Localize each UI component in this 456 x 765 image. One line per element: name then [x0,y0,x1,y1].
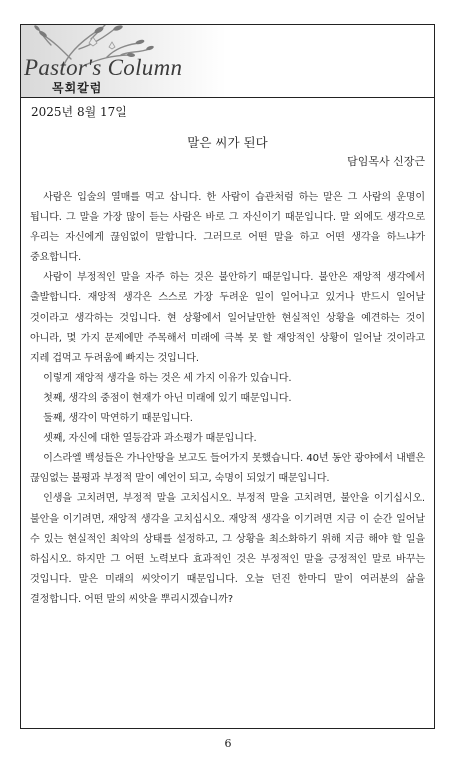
paragraph: 셋째, 자신에 대한 열등감과 과소평가 때문입니다. [43,433,257,445]
column-brand-subtitle: 목회칼럼 [52,81,103,95]
column-frame [20,24,435,729]
paragraph: 이스라엘 백성들은 가나안땅을 보고도 들어가지 못했습니다. 40년 동안 광야에서 내뱉은 끊임없는 불평과 부정적 말이 예언이 되고, 숙명이 되었기 때문입니다. [30,453,425,485]
article-title: 말은 씨가 된다 [187,135,268,150]
paragraph: 인생을 고치려면, 부정적 말을 고치십시오. 부정적 말을 고치려면, 불안을 이기십시오. 불안을 이기려면, 재앙적 생각을 고치십시오. 재앙적 생각을 이기려면 지금 이 순간 일어날 수 있는 현실적인 최악의 상태를 설정하고, 그 상황을 최소화하기 위해 지금 해야 할 일을 하십시오. 하지만 그 어떤 노력보다 효과적인 것은 부정적인 말을 긍정적인 말로 바꾸는 것입니다. 말은 미래의 씨앗이기 때문입니다. 오늘 던진 한마디 말이 여러분의 삶을 결정합니다. 어떤 말의 씨앗을 뿌리시겠습니까? [30,493,425,605]
issue-date: 2025년 8월 17일 [31,105,127,119]
paragraph: 사람은 입술의 열매를 먹고 삽니다. 한 사람이 습관처럼 하는 말은 그 사람의 운명이 됩니다. 그 말을 가장 많이 듣는 사람은 바로 그 자신이기 때문입니다. 말 외에도 생각으로 우리는 자신에게 끊임없이 말합니다. 그러므로 어떤 말을 하고 어떤 생각을 하느냐가 중요합니다. [30,192,425,264]
masthead [21,25,434,98]
article-body [30,188,425,610]
paragraph: 사람이 부정적인 말을 자주 하는 것은 불안하기 때문입니다. 불안은 재앙적 생각에서 출발합니다. 재앙적 생각은 스스로 가장 두려운 일이 일어나고 있거나 반드시 일어날 것이라고 생각하는 것입니다. 현 상황에서 일어날만한 현실적인 상황을 예견하는 것이 아니라, 몇 가지 문제에만 주목해서 미래에 극복 못 할 재앙적인 상황이 일어날 것이라고 지레 겁먹고 두려움에 빠지는 것입니다. [30,272,425,364]
paragraph: 이렇게 재앙적 생각을 하는 것은 세 가지 이유가 있습니다. [43,372,292,384]
masthead-artwork [21,25,226,97]
column-brand-title: Pastor's Column [24,55,183,80]
paragraph: 첫째, 생각의 중점이 현재가 아닌 미래에 있기 때문입니다. [43,392,292,404]
paragraph: 둘째, 생각이 막연하기 때문입니다. [43,413,193,425]
page-number: 6 [224,737,232,750]
article-author: 담임목사 신장근 [347,155,425,168]
